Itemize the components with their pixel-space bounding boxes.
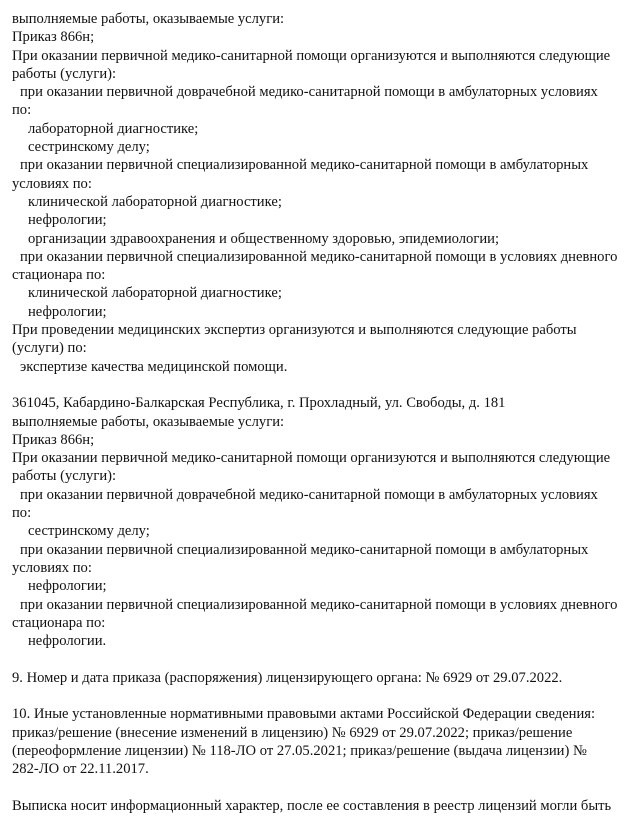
document-line: выполняемые работы, оказываемые услуги: [12,11,285,27]
document-line: сестринскому делу; [28,523,150,540]
document-line: При оказании первичной медико-санитарной помощи организуются и выполняются следующие [12,450,611,467]
spacer [12,778,638,796]
section-10-line: 282-ЛО от 22.11.2017. [12,761,149,778]
document-line: нефрологии; [28,212,107,229]
document-line: Приказ 866н; [12,29,95,46]
document-line: при оказании первичной специализированной медико-санитарной помощи в амбулаторных [20,541,589,558]
services-block-1 [12,10,638,376]
document-line: при оказании первичной специализированной медико-санитарной помощи в условиях дневного [20,596,618,613]
address-line: 361045, Кабардино-Балкарская Республика, г. Прохладный, ул. Свободы, д. 181 [12,395,506,412]
document-line: нефрологии; [28,578,107,595]
document-line: клинической лабораторной диагностике; [28,285,282,302]
document-line: при оказании первичной доврачебной медико-санитарной помощи в амбулаторных условиях [20,486,598,503]
document-line: сестринскому делу; [28,139,150,156]
document-line: При проведении медицинских экспертиз организуются и выполняются следующие работы [12,322,577,339]
document-line: лабораторной диагностике; [28,120,199,137]
document-line: экспертизе качества медицинской помощи. [20,358,288,375]
services-block-2 [12,394,638,650]
document-line: по: [12,505,32,522]
document-line: при оказании первичной специализированной медико-санитарной помощи в амбулаторных [20,157,589,174]
section-10-line: приказ/решение (внесение изменений в лицензию) № 6929 от 29.07.2022; приказ/решение [12,724,573,741]
section-9-order-number: 9. Номер и дата приказа (распоряжения) лицензирующего органа: № 6929 от 29.07.2022. [12,669,563,686]
document-line: нефрологии. [28,633,107,650]
document-line: по: [12,102,32,119]
spacer [12,376,638,394]
document-line: при оказании первичной специализированной медико-санитарной помощи в условиях дневного [20,248,618,265]
document-line: организации здравоохранения и общественному здоровью, эпидемиологии; [28,230,500,247]
document-line: условиях по: [12,559,92,576]
document-line: условиях по: [12,175,92,192]
section-10-line: 10. Иные установленные нормативными правовыми актами Российской Федерации сведения: [12,706,596,723]
document-line: Приказ 866н; [12,431,95,448]
document-line: При оказании первичной медико-санитарной помощи организуются и выполняются следующие [12,47,611,64]
document-line: работы (услуги): [12,468,117,485]
disclaimer-text: Выписка носит информационный характер, после ее составления в реестр лицензий могли быть [12,797,612,814]
document-line: работы (услуги): [12,65,117,82]
document-line: при оказании первичной доврачебной медико-санитарной помощи в амбулаторных условиях [20,84,598,101]
document-line: (услуги) по: [12,340,87,357]
spacer [12,687,638,705]
document-line: нефрологии; [28,303,107,320]
spacer [12,650,638,668]
document-line: стационара по: [12,614,106,631]
document-line: стационара по: [12,267,106,284]
section-10-other-info [12,705,638,778]
document-line: выполняемые работы, оказываемые услуги: [12,413,285,430]
section-10-line: (переоформление лицензии) № 118-ЛО от 27.05.2021; приказ/решение (выдача лицензии) № [12,742,587,759]
document-line: клинической лабораторной диагностике; [28,193,282,210]
